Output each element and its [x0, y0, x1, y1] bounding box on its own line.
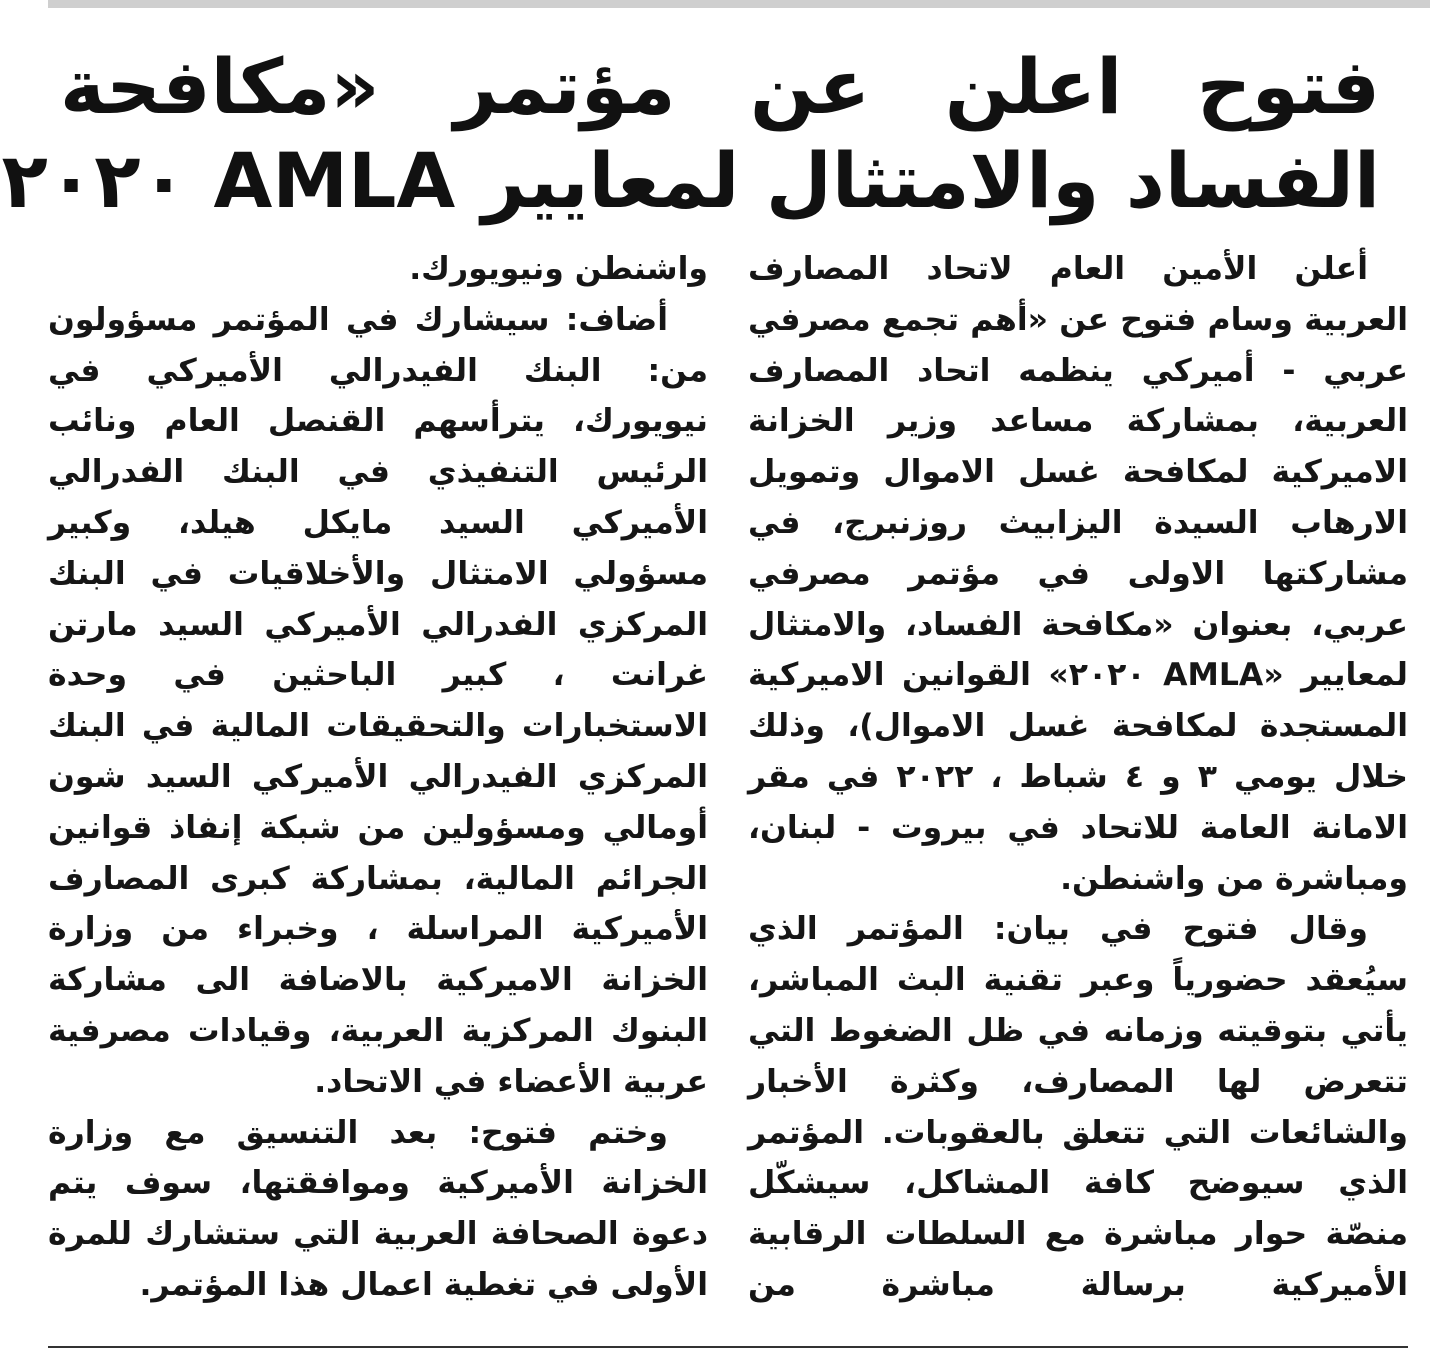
- paragraph-closing: وختم فتوح: بعد التنسيق مع وزارة الخزانة الأميركية وموافقتها، سوف يتم دعوة الصحافة العربية التي ستشارك للمرة الأولى في تغطية اعمال هذا المؤتمر.: [48, 1114, 708, 1303]
- headline-line-1: فتوح اعلن عن مؤتمر «مكافحة: [60, 42, 1380, 131]
- top-rule: [48, 0, 1430, 8]
- headline: [1, 40, 1380, 228]
- article-columns: [48, 244, 1408, 1304]
- paragraph-statement: وقال فتوح في بيان: المؤتمر الذي سيُعقد حضورياً وعبر تقنية البث المباشر، يأتي بتوقيته وزمانه في ظل الضغوط التي تتعرض لها المصارف، وكثرة الأخبار والشائعات التي تتعلق بالعقوبات. المؤتمر الذي سيوضح كافة المشاكل، سيشكّل منصّة حوار مباشرة مع السلطات الرقابية الأميركية برسالة مباشرة من: [748, 911, 1408, 1303]
- paragraph-participants: أضاف: سيشارك في المؤتمر مسؤولون من: البنك الفيدرالي الأميركي في نيويورك، يترأسهم القنصل العام ونائب الرئيس التنفيذي في البنك الفدرالي الأميركي السيد مايكل هيلد، وكبير مسؤولي الامتثال والأخلاقيات في البنك المركزي الفدرالي الأميركي السيد مارتن غرانت ، كبير الباحثين في وحدة الاستخبارات والتحقيقات المالية في البنك المركزي الفيدرالي الأميركي السيد شون أومالي ومسؤولين من شبكة إنفاذ قوانين الجرائم المالية، بمشاركة كبرى المصارف الأميركية المراسلة ، وخبراء من وزارة الخزانة الاميركية بالاضافة الى مشاركة البنوك المركزية العربية، وقيادات مصرفية عربية الأعضاء في الاتحاد.: [48, 301, 708, 1100]
- article-column-left: [48, 244, 708, 1311]
- bottom-rule: [48, 1346, 1408, 1348]
- article-column-right: [748, 244, 1408, 1311]
- paragraph-continuation: واشنطن ونيويورك.: [409, 251, 708, 287]
- headline-line-2: الفساد والامتثال لمعايير AMLA ٢٠٢٠: [1, 136, 1380, 225]
- paragraph-announcement: أعلن الأمين العام لاتحاد المصارف العربية وسام فتوح عن «أهم تجمع مصرفي عربي - أميركي ينظمه اتحاد المصارف العربية، بمشاركة مساعد وزير الخزانة الاميركية لمكافحة غسل الاموال وتمويل الارهاب السيدة اليزابيث روزنبرج، في مشاركتها الاولى في مؤتمر مصرفي عربي، بعنوان «مكافحة الفساد، والامتثال لمعايير «AMLA ٢٠٢٠» القوانين الاميركية المستجدة لمكافحة غسل الاموال)، وذلك خلال يومي ٣ و ٤ شباط ، ٢٠٢٢ في مقر الامانة العامة للاتحاد في بيروت - لبنان، ومباشرة من واشنطن.: [748, 251, 1408, 897]
